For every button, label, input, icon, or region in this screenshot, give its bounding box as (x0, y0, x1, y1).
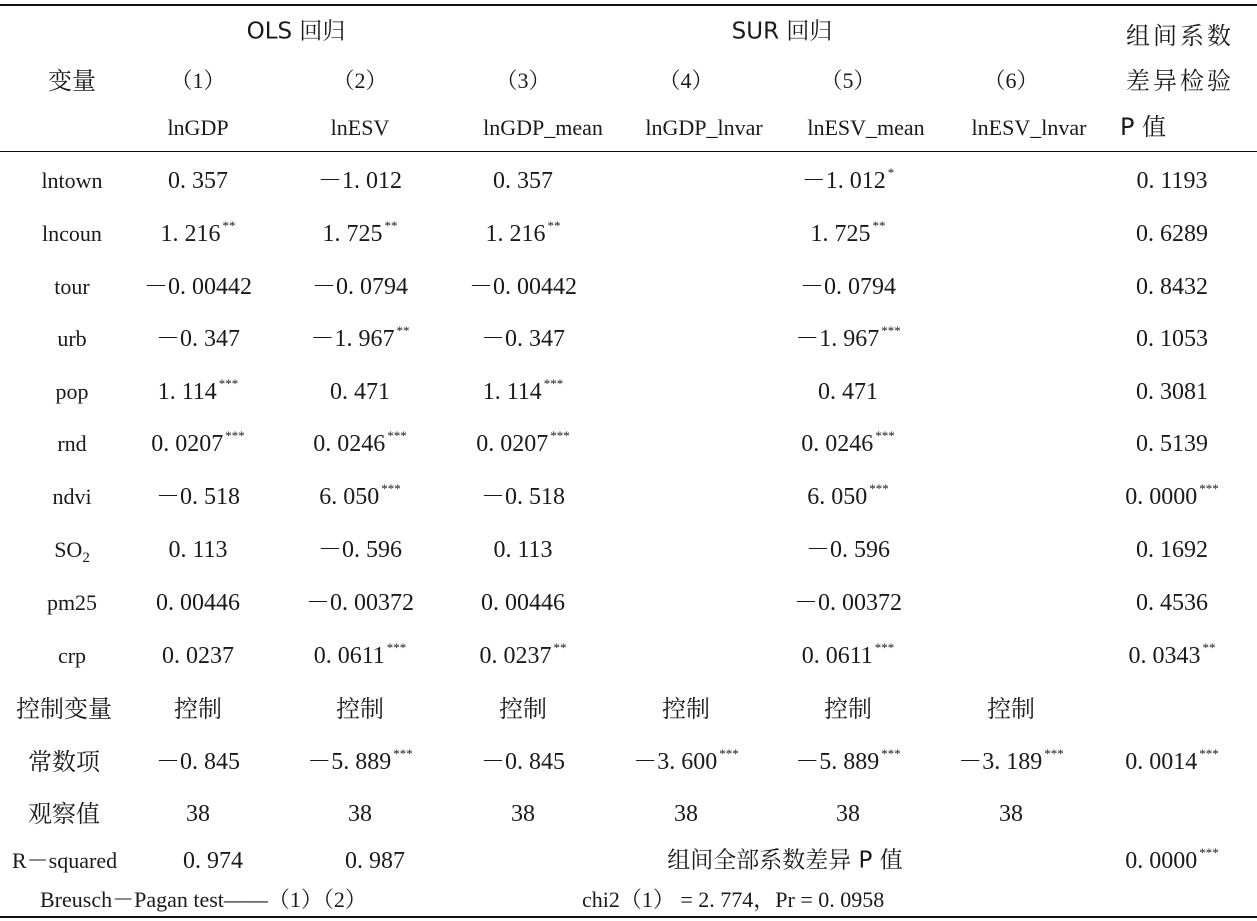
table-cell (818, 380, 878, 404)
coef-value: －0. 00442 (469, 274, 577, 300)
table-cell (168, 169, 228, 193)
column-name-5: lnESV_mean (807, 115, 925, 140)
rsquared-cell: 0. 974 (183, 848, 243, 874)
coef-value: 0. 0000 (1125, 484, 1198, 510)
significance-stars: *** (874, 640, 895, 655)
coef-value: －0. 0794 (800, 274, 896, 300)
coef-value: 0. 1692 (1136, 537, 1208, 563)
pvalue-cell (1136, 222, 1208, 246)
coef-value: －0. 00442 (144, 274, 252, 300)
table-cell (493, 169, 553, 193)
observations-cell: 38 (186, 801, 210, 827)
row-label-crp (58, 645, 86, 667)
observations-cell: 38 (511, 801, 535, 827)
pvalue-cell (1128, 640, 1216, 669)
coef-value: －0. 518 (156, 484, 240, 510)
coef-value: －0. 00372 (794, 590, 902, 616)
table-cell (144, 275, 252, 299)
significance-stars: *** (543, 376, 564, 391)
table-cell (481, 591, 565, 615)
significance-stars: *** (386, 640, 407, 655)
row-label-urb (57, 328, 86, 350)
table-cell (801, 165, 895, 194)
coef-value: 0. 0000 (1125, 848, 1198, 874)
significance-stars: ** (872, 218, 886, 233)
significance-stars: * (887, 165, 895, 180)
variable-name: lntown (41, 168, 103, 193)
column-name-4: lnGDP_lnvar (645, 115, 763, 140)
row-label-pop (56, 381, 89, 403)
top-rule (0, 4, 1257, 6)
group-sur-header: SUR 回归 (731, 18, 833, 45)
table-cell (794, 591, 902, 615)
control-cell: 控制 (824, 695, 872, 723)
variable-name: pop (55, 379, 89, 404)
significance-stars: ** (553, 640, 567, 655)
table-cell (156, 591, 240, 615)
significance-stars: *** (387, 428, 407, 443)
coef-value: 0. 0237 (479, 643, 552, 669)
pvalue-cell (1136, 380, 1208, 404)
coef-value: 0. 113 (168, 537, 228, 563)
significance-stars: ** (222, 218, 236, 233)
variable-name: pm25 (46, 590, 98, 615)
variable-name: SO (54, 537, 83, 562)
coef-value: 0. 5139 (1136, 431, 1208, 457)
significance-stars: *** (881, 323, 901, 338)
table-cell (469, 275, 577, 299)
coef-value: 0. 4536 (1136, 590, 1208, 616)
significance-stars: ** (1202, 640, 1216, 655)
coef-value: －3. 600 (633, 749, 718, 775)
joint-test-note: 组间全部系数差异 P 值 (667, 847, 903, 874)
coef-value: 0. 1053 (1136, 326, 1208, 352)
significance-stars: *** (381, 481, 401, 496)
column-number-5: （5） (820, 68, 876, 93)
coef-value: 1. 216 (485, 221, 546, 247)
row-label-lncoun (42, 223, 102, 245)
table-cell (156, 327, 240, 351)
column-number-1: （1） (170, 68, 226, 93)
coef-value: －0. 845 (481, 749, 565, 775)
significance-stars: *** (393, 746, 413, 761)
variable-name: urb (57, 326, 87, 351)
table-cell (479, 640, 567, 669)
coef-value: －0. 518 (481, 484, 565, 510)
coef-value: 0. 1193 (1136, 168, 1208, 194)
coef-value: －0. 00372 (306, 590, 414, 616)
table-cell (958, 746, 1064, 775)
column-name-3: lnGDP_mean (483, 115, 603, 140)
group-ols-header: OLS 回归 (246, 18, 346, 45)
pvalue-cell (1136, 591, 1208, 615)
coef-value: 0. 6289 (1136, 221, 1208, 247)
control-cell: 控制 (499, 695, 547, 723)
row-label-rnd (57, 433, 86, 455)
control-cell: 控制 (174, 695, 222, 723)
breusch-pagan-label: Breusch－Pagan test——（1）（2） (40, 887, 367, 912)
rsquared-label: R－squared (12, 848, 118, 873)
coef-value: －5. 889 (795, 749, 880, 775)
table-cell (481, 485, 565, 509)
table-cell (307, 746, 413, 775)
coef-value: 0. 0014 (1125, 749, 1198, 775)
coef-value: 0. 471 (818, 379, 878, 405)
column-number-6: （6） (983, 68, 1039, 93)
coef-value: 0. 0611 (801, 643, 873, 669)
table-cell (800, 275, 896, 299)
significance-stars: *** (225, 428, 245, 443)
pvalue-header-line2: 差异检验 (1126, 67, 1234, 95)
constant-label: 常数项 (28, 748, 100, 776)
coef-value: 0. 0246 (801, 431, 874, 457)
table-cell (482, 376, 564, 405)
column-name-2: lnESV (330, 115, 390, 140)
table-cell (807, 481, 889, 510)
column-name-1: lnGDP (167, 115, 229, 140)
pvalue-header-line1: 组间系数 (1126, 22, 1234, 50)
table-cell (313, 640, 407, 669)
significance-stars: ** (547, 218, 561, 233)
table-cell (485, 218, 561, 247)
coef-value: 0. 00446 (481, 590, 565, 616)
coef-value: －0. 347 (481, 326, 565, 352)
significance-stars: *** (869, 481, 889, 496)
table-cell (310, 323, 410, 352)
coef-value: 6. 050 (319, 484, 380, 510)
table-cell (157, 376, 239, 405)
variable-name: crp (57, 643, 87, 668)
table-cell (313, 428, 407, 457)
coef-value: 0. 0207 (476, 431, 549, 457)
significance-stars: ** (384, 218, 398, 233)
variable-name: rnd (57, 431, 87, 456)
coef-value: －0. 347 (156, 326, 240, 352)
coef-value: 1. 114 (157, 379, 217, 405)
table-cell (319, 481, 401, 510)
control-cell: 控制 (336, 695, 384, 723)
table-cell (810, 218, 886, 247)
coef-value: －1. 967 (795, 326, 880, 352)
variable-subscript: 2 (82, 550, 90, 566)
column-name-6: lnESV_lnvar (971, 115, 1087, 140)
coef-value: 0. 00446 (156, 590, 240, 616)
table-cell (493, 538, 552, 562)
table-cell (312, 275, 408, 299)
table-cell (168, 538, 227, 562)
column-number-2: （2） (332, 68, 388, 93)
coef-value: 0. 0611 (313, 643, 385, 669)
pvalue-cell (1136, 538, 1208, 562)
variable-name: lncoun (42, 221, 102, 246)
significance-stars: *** (1199, 746, 1219, 761)
coef-value: 0. 3081 (1136, 379, 1208, 405)
table-cell (330, 380, 390, 404)
coef-value: 0. 0207 (151, 431, 224, 457)
significance-stars: *** (550, 428, 570, 443)
observations-cell: 38 (999, 801, 1023, 827)
pvalue-cell (1136, 432, 1208, 456)
coef-value: 0. 357 (168, 168, 228, 194)
coef-value: 0. 357 (493, 168, 553, 194)
table-cell (795, 323, 901, 352)
table-cell (481, 327, 565, 351)
observations-cell: 38 (674, 801, 698, 827)
row-label-ndvi (52, 486, 91, 508)
coef-value: －0. 596 (806, 537, 890, 563)
significance-stars: *** (1199, 845, 1219, 860)
table-cell (162, 644, 234, 668)
control-cell: 控制 (987, 695, 1035, 723)
breusch-pagan-result: chi2（1） = 2. 774，Pr = 0. 0958 (582, 887, 885, 912)
control-label: 控制变量 (16, 695, 112, 723)
row-label-tour (54, 276, 89, 298)
row-label-lntown (41, 170, 102, 192)
significance-stars: *** (881, 746, 901, 761)
coef-value: 0. 0343 (1128, 643, 1201, 669)
column-number-3: （3） (495, 68, 551, 93)
pvalue-cell (1136, 275, 1208, 299)
coef-value: －1. 012 (318, 168, 402, 194)
significance-stars: *** (1199, 481, 1219, 496)
significance-stars: *** (1044, 746, 1064, 761)
table-cell (306, 591, 414, 615)
rsquared-cell: 0. 987 (345, 848, 405, 874)
coef-value: －3. 189 (958, 749, 1043, 775)
control-cell: 控制 (662, 695, 710, 723)
table-cell (633, 746, 739, 775)
column-number-4: （4） (658, 68, 714, 93)
pvalue-cell (1136, 169, 1207, 193)
observations-label: 观察值 (28, 800, 100, 828)
table-cell (318, 169, 402, 193)
observations-cell: 38 (348, 801, 372, 827)
observations-cell: 38 (836, 801, 860, 827)
pvalue-cell (1136, 327, 1208, 351)
table-cell (160, 218, 236, 247)
variable-name: ndvi (52, 484, 92, 509)
coef-value: 1. 114 (482, 379, 542, 405)
table-cell (481, 750, 565, 774)
coef-value: 0. 471 (330, 379, 390, 405)
pvalue-header-line3: P 值 (1120, 113, 1167, 141)
coef-value: 6. 050 (807, 484, 868, 510)
row-label-so (54, 537, 90, 566)
coef-value: 1. 725 (810, 221, 871, 247)
variable-name: tour (54, 274, 90, 299)
table-cell (476, 428, 570, 457)
coef-value: 0. 0246 (313, 431, 386, 457)
table-cell (801, 640, 895, 669)
coef-value: 0. 113 (493, 537, 553, 563)
coef-value: －0. 596 (318, 537, 402, 563)
table-cell (156, 750, 240, 774)
significance-stars: *** (719, 746, 739, 761)
coef-value: 0. 8432 (1136, 274, 1208, 300)
coef-value: －0. 0794 (312, 274, 408, 300)
row-label-pm25 (47, 592, 97, 614)
table-cell (795, 746, 901, 775)
pvalue-cell (1125, 481, 1219, 510)
pvalue-cell (1125, 845, 1219, 874)
coef-value: －0. 845 (156, 749, 240, 775)
header-rule (0, 151, 1257, 152)
table-cell (322, 218, 398, 247)
coef-value: －1. 012 (801, 168, 886, 194)
table-cell (806, 538, 890, 562)
coef-value: 1. 216 (160, 221, 221, 247)
table-cell (318, 538, 402, 562)
variable-header: 变量 (48, 67, 96, 95)
table-cell (156, 485, 240, 509)
significance-stars: *** (218, 376, 239, 391)
coef-value: －1. 967 (310, 326, 395, 352)
coef-value: －5. 889 (307, 749, 392, 775)
bottom-rule (0, 916, 1257, 918)
table-cell (151, 428, 245, 457)
table-cell (801, 428, 895, 457)
significance-stars: *** (875, 428, 895, 443)
coef-value: 1. 725 (322, 221, 383, 247)
significance-stars: ** (396, 323, 410, 338)
coef-value: 0. 0237 (162, 643, 234, 669)
pvalue-cell (1125, 746, 1219, 775)
